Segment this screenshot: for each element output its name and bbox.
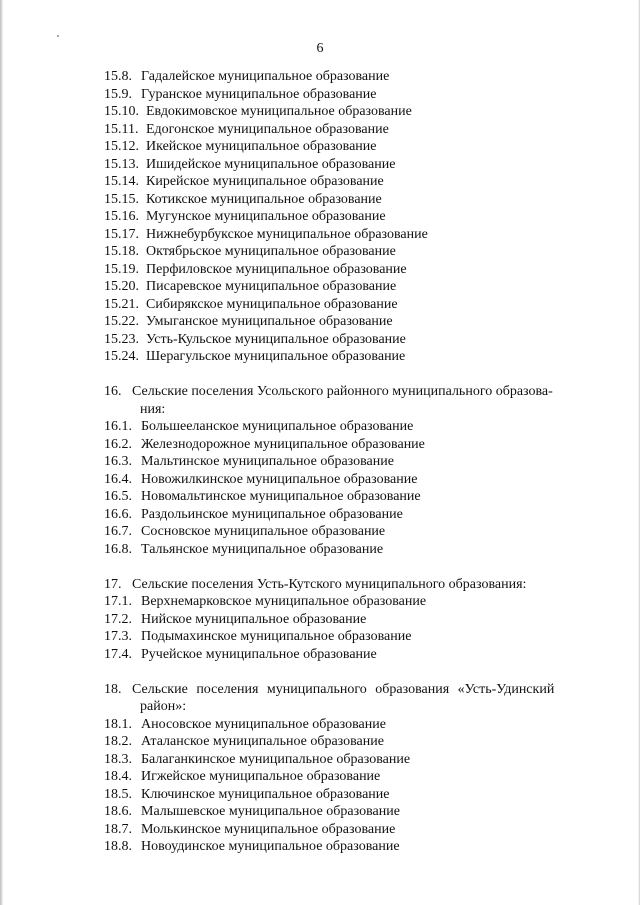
list-item — [104, 86, 594, 104]
item-text: Сосновское муниципальное образование — [141, 524, 386, 539]
list-item — [104, 261, 594, 279]
item-text: Сибирякское муниципальное образование — [146, 296, 398, 312]
item-number: 15.18. — [104, 244, 139, 259]
item-text: Октябрьское муниципальное образование — [146, 244, 396, 259]
scan-speck — [57, 35, 59, 37]
page-number: 6 — [316, 41, 324, 56]
list-item — [104, 103, 594, 121]
list-item — [104, 173, 594, 191]
section-gap — [104, 558, 594, 576]
list-item — [104, 226, 594, 244]
list-item — [104, 348, 594, 366]
list-item — [104, 733, 594, 751]
list-item — [104, 786, 594, 804]
item-text: Писаревское муниципальное образование — [146, 279, 397, 294]
list-item — [104, 331, 594, 349]
section-gap — [104, 663, 594, 681]
list-item — [104, 156, 594, 174]
section-15-list — [104, 68, 594, 366]
item-text: Новоудинское муниципальное образование — [141, 839, 400, 854]
item-text: Шерагульское муниципальное образование — [146, 349, 406, 364]
item-text: Нижнебурбукское муниципальное образование — [146, 226, 428, 242]
item-text: Ручейское муниципальное образование — [141, 646, 377, 662]
item-text: Мугунское муниципальное образование — [146, 209, 386, 224]
list-item — [104, 611, 594, 629]
item-number: 15.13. — [104, 156, 139, 172]
item-number: 16.2. — [104, 436, 132, 452]
item-text: Кирейское муниципальное образование — [146, 174, 384, 189]
item-number: 17.4. — [104, 646, 132, 662]
list-item — [104, 138, 594, 156]
section-title: Сельские поселения Усть-Кутского муниципального образования: — [132, 576, 527, 592]
item-number: 16.1. — [104, 419, 132, 434]
item-number: 18.2. — [104, 734, 132, 749]
list-item — [104, 296, 594, 314]
item-text: Умыганское муниципальное образование — [146, 314, 393, 329]
item-number: 15.9. — [104, 86, 132, 102]
item-number: 18.6. — [104, 804, 132, 819]
item-number: 15.14. — [104, 174, 139, 189]
list-item — [104, 751, 594, 769]
item-number: 15.17. — [104, 226, 139, 242]
item-number: 18.8. — [104, 839, 132, 854]
item-number: 18.5. — [104, 786, 132, 802]
item-text: Новожилкинское муниципальное образование — [141, 471, 418, 487]
list-item — [104, 68, 594, 86]
item-text: Верхнемарковское муниципальное образование — [141, 594, 427, 609]
scan-edge-left — [0, 0, 3, 905]
item-text: Перфиловское муниципальное образование — [146, 261, 407, 277]
list-item — [104, 418, 594, 436]
list-item — [104, 243, 594, 261]
section-title-line2: ния: — [140, 401, 166, 417]
item-text: Нийское муниципальное образование — [141, 611, 367, 627]
item-number: 16.7. — [104, 524, 132, 539]
list-item — [104, 191, 594, 209]
list-item — [104, 471, 594, 489]
item-text: Усть-Кульское муниципальное образование — [146, 331, 406, 347]
document-body — [104, 68, 594, 856]
list-item — [104, 821, 594, 839]
item-number: 16.3. — [104, 454, 132, 469]
item-number: 18.1. — [104, 716, 132, 732]
section-18 — [104, 681, 594, 856]
item-number: 15.21. — [104, 296, 139, 312]
item-text: Евдокимовское муниципальное образование — [146, 104, 412, 119]
list-item — [104, 506, 594, 524]
list-item — [104, 523, 594, 541]
list-item — [104, 208, 594, 226]
item-number: 18.7. — [104, 821, 132, 837]
section-16 — [104, 383, 594, 558]
item-number: 15.10. — [104, 104, 139, 119]
item-number: 15.8. — [104, 69, 132, 84]
section-heading — [104, 681, 594, 699]
item-text: Балаганкинское муниципальное образование — [141, 751, 411, 767]
item-text: Аносовское муниципальное образование — [141, 716, 386, 732]
item-text: Аталанское муниципальное образование — [141, 734, 384, 749]
list-item — [104, 278, 594, 296]
section-title-line1: Сельские поселения муниципального образования «Усть-Удинский — [132, 681, 555, 697]
item-number: 16.6. — [104, 506, 132, 522]
item-text: Тальянское муниципальное образование — [141, 541, 384, 557]
section-number: 16. — [104, 384, 122, 399]
item-text: Железнодорожное муниципальное образование — [141, 436, 425, 452]
item-number: 17.1. — [104, 594, 132, 609]
list-item — [104, 436, 594, 454]
item-text: Ишидейское муниципальное образование — [146, 156, 396, 172]
section-17 — [104, 576, 594, 664]
list-item — [104, 121, 594, 139]
section-title-line1: Сельские поселения Усольского районного муниципального образова- — [132, 384, 553, 399]
item-number: 15.23. — [104, 331, 139, 347]
item-text: Ключинское муниципальное образование — [141, 786, 390, 802]
item-text: Раздольинское муниципальное образование — [141, 506, 403, 522]
list-item — [104, 313, 594, 331]
list-item — [104, 716, 594, 734]
list-item — [104, 488, 594, 506]
item-text: Мальтинское муниципальное образование — [141, 454, 394, 469]
item-number: 17.3. — [104, 629, 132, 644]
item-number: 15.20. — [104, 279, 139, 294]
list-item — [104, 838, 594, 856]
item-text: Гадалейское муниципальное образование — [141, 69, 390, 84]
item-number: 17.2. — [104, 611, 132, 627]
item-text: Котикское муниципальное образование — [146, 191, 382, 207]
item-number: 15.19. — [104, 261, 139, 277]
item-text: Малышевское муниципальное образование — [141, 804, 400, 819]
section-heading — [104, 576, 594, 594]
item-text: Большееланское муниципальное образование — [141, 419, 414, 434]
section-gap — [104, 366, 594, 384]
item-text: Едогонское муниципальное образование — [146, 121, 389, 137]
list-item — [104, 541, 594, 559]
item-number: 15.12. — [104, 139, 139, 154]
item-text: Игжейское муниципальное образование — [141, 769, 381, 784]
list-item — [104, 646, 594, 664]
item-number: 18.4. — [104, 769, 132, 784]
list-item — [104, 593, 594, 611]
item-number: 16.8. — [104, 541, 132, 557]
item-text: Молькинское муниципальное образование — [141, 821, 396, 837]
item-text: Гуранское муниципальное образование — [141, 86, 377, 102]
item-number: 15.11. — [104, 121, 139, 137]
section-number: 17. — [104, 576, 122, 592]
item-number: 18.3. — [104, 751, 132, 767]
item-text: Икейское муниципальное образование — [146, 139, 377, 154]
item-text: Новомальтинское муниципальное образование — [141, 489, 421, 504]
section-title-line2: район»: — [140, 699, 187, 714]
item-number: 15.24. — [104, 349, 139, 364]
item-number: 16.5. — [104, 489, 132, 504]
list-item — [104, 453, 594, 471]
item-text: Подымахинское муниципальное образование — [141, 629, 412, 644]
item-number: 15.15. — [104, 191, 139, 207]
section-heading — [104, 383, 594, 401]
list-item — [104, 803, 594, 821]
list-item — [104, 628, 594, 646]
item-number: 15.16. — [104, 209, 139, 224]
item-number: 16.4. — [104, 471, 132, 487]
list-item — [104, 768, 594, 786]
item-number: 15.22. — [104, 314, 139, 329]
section-number: 18. — [104, 681, 122, 697]
